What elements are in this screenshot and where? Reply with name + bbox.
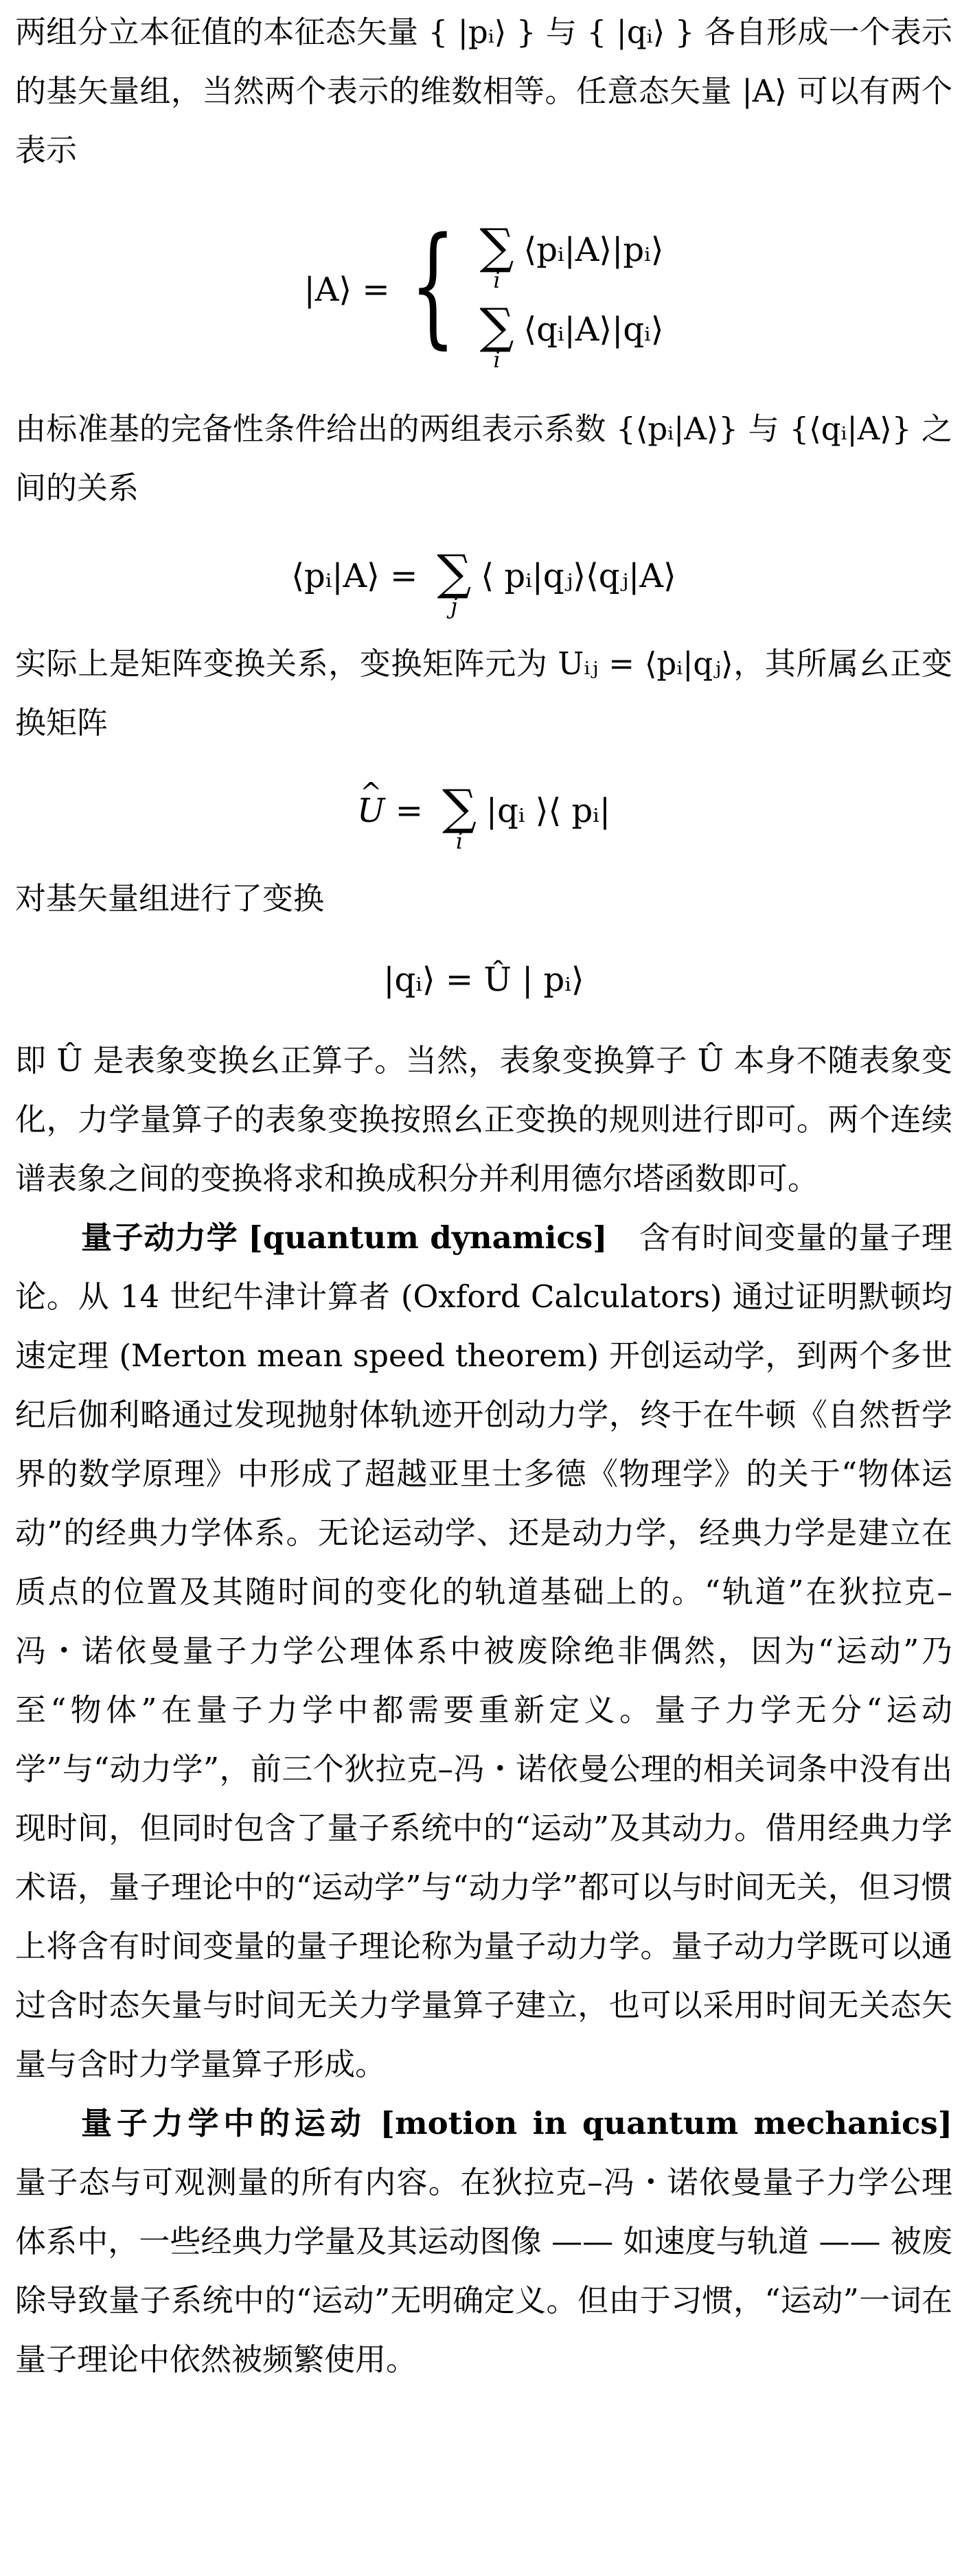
left-brace: { [409,209,456,361]
equation-lhs: ^ U = [357,792,423,830]
entry-body: 量子态与可观测量的所有内容。在狄拉克–冯・诺依曼量子力学公理体系中，一些经典力学量及其运动图像 —— 如速度与轨道 —— 被废除导致量子系统中的“运动”无明确定义。但由于习惯，“运动”一词在量子理论中依然被频繁使用。 [15,2164,952,2378]
equation-term: |qᵢ ⟩⟨ pᵢ| [485,792,610,830]
equation-cases [476,216,664,373]
sigma-symbol: ∑ [479,218,514,275]
equation-coefficient-relation [15,518,952,634]
summation [437,544,472,619]
entry-term: 量子力学中的运动 [81,2105,366,2141]
paragraph-representations: 两组分立本征值的本征态矢量 { |pᵢ⟩ } 与 { |qᵢ⟩ } 各自形成一个表示的基矢量组，当然两个表示的维数相等。任意态矢量 |A⟩ 可以有两个表示 [15,14,952,168]
equation-term: ⟨qᵢ|A⟩|qᵢ⟩ [523,310,664,349]
equation-term: ⟨ pᵢ|qⱼ⟩⟨qⱼ|A⟩ [481,557,676,595]
equation-term: |qᵢ⟩ = Û | pᵢ⟩ [383,961,584,999]
entry-english-term: [motion in quantum mechanics] [380,2105,952,2141]
entry-body: 含有时间变量的量子理论。从 14 世纪牛津计算者 (Oxford Calculators) 通过证明默顿均速定理 (Merton mean speed theorem) 开创运动学，到两个多世纪后伽利略通过发现抛射体轨迹开创动力学，终于在牛顿《自然哲学界的数学原理》中形成了超越亚里士多德《物理学》的关于“物体运动”的经典力学体系。无论运动学、还是动力学，经典力学是建立在质点的位置及其随时间的变化的轨道基础上的。“轨道”在狄拉克–冯・诺依曼量子力学公理体系中被废除绝非偶然，因为“运动”乃至“物体”在量子力学中都需要重新定义。量子力学无分“运动学”与“动力学”，前三个狄拉克–冯・诺依曼公理的相关词条中没有出现时间，但同时包含了量子系统中的“运动”及其动力。借用经典力学术语，量子理论中的“运动学”与“动力学”都可以与时间无关，但习惯上将含有时间变量的量子理论称为量子动力学。量子动力学既可以通过含时态矢量与时间无关力学量算子建立，也可以采用时间无关态矢量与含时力学量算子形成。 [15,1219,952,2082]
summation [442,779,477,854]
paragraph-matrix-transform: 实际上是矩阵变换关系，变换矩阵元为 Uᵢⱼ = ⟨pᵢ|qⱼ⟩，其所属幺正变换矩阵 [15,645,952,741]
entry-term: 量子动力学 [81,1219,238,1256]
summation [479,218,514,293]
hat-operator-u: ^ U [357,792,385,830]
equation-term: ⟨pᵢ|A⟩|pᵢ⟩ [523,231,664,269]
summation-index: i [493,347,501,373]
sigma-symbol: ∑ [479,298,514,354]
equation-basis-transform [15,928,952,1031]
entry-motion-in-quantum-mechanics [15,2094,952,2389]
entry-english-term: [quantum dynamics] [248,1219,608,1256]
equation-unitary-operator [15,752,952,869]
equation-state-representations [15,180,952,400]
summation-index: j [450,593,458,619]
equation-lhs: ⟨pᵢ|A⟩ = [291,557,418,595]
summation-index: i [493,267,501,293]
equation-case-p [476,216,664,293]
sigma-symbol: ∑ [437,544,472,601]
paragraph-basis-transform: 对基矢量组进行了变换 [15,880,325,917]
sigma-symbol: ∑ [442,779,477,836]
summation-index: i [455,828,463,854]
equation-case-q [476,296,664,373]
paragraph-representation-operator: 即 Û 是表象变换幺正算子。当然，表象变换算子 Û 本身不随表象变化，力学量算子的表象变换按照幺正变换的规则进行即可。两个连续谱表象之间的变换将求和换成积分并利用德尔塔函数即可。 [15,1042,952,1197]
summation [479,298,514,373]
paragraph-coefficients: 由标准基的完备性条件给出的两组表示系数 {⟨pᵢ|A⟩} 与 {⟨qᵢ|A⟩} 之间的关系 [15,411,952,506]
equation-lhs: |A⟩ = [304,271,390,309]
entry-quantum-dynamics [15,1208,952,2094]
